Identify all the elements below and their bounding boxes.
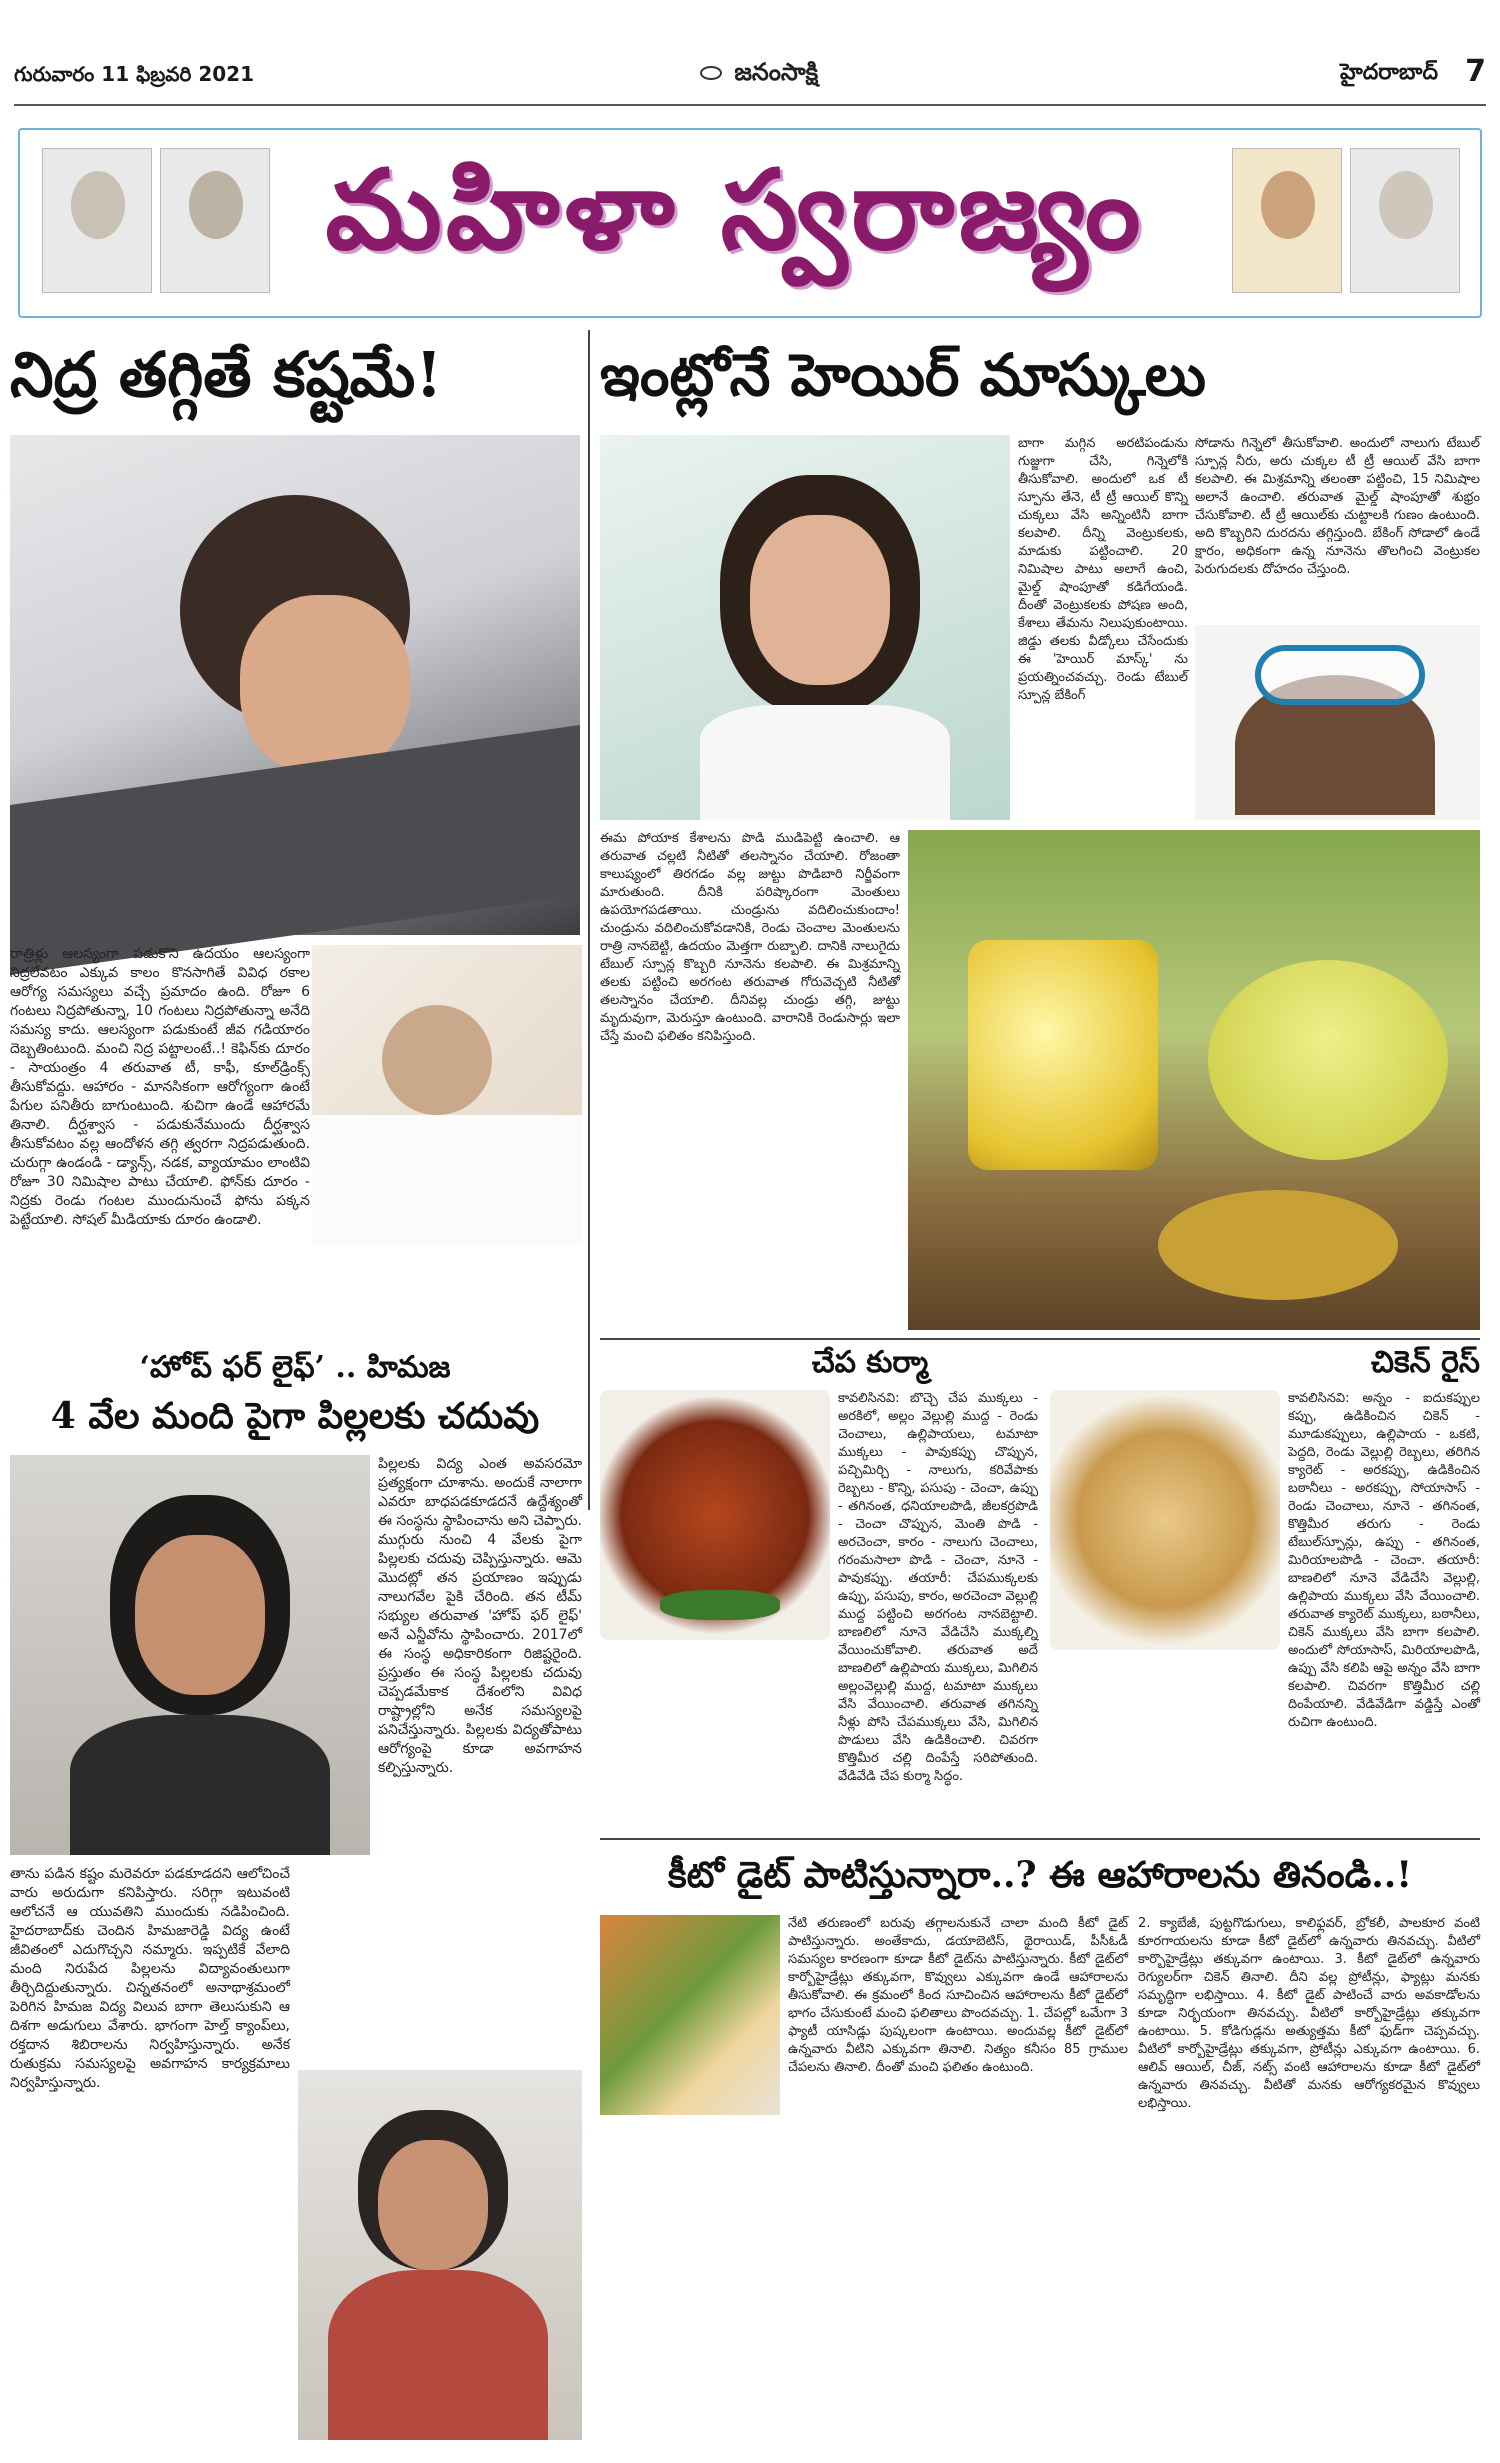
portrait-image: [1232, 148, 1342, 293]
article-body: పిల్లలకు విద్య ఎంత అవసరమో ప్రత్యక్షంగా చూశాను. అందుకే నాలాగా ఎవరూ బాధపడకూడదనే ఉద్దేశ్యంతో ఈ సంస్థను స్థాపించాను అని చెప్పారు. ముగ్గురు నుంచి 4 వేలకు పైగా పిల్లలకు చదువు చెప్పిస్తున్నారు. ఆమె మొదట్లో తన ప్రయాణం ఇప్పుడు నాలుగవేల పైకి చేరింది. తన టీమ్ సభ్యుల తరువాత 'హోప్ ఫర్ లైఫ్' అనే ఎన్జీవోను స్థాపించారు. 2017లో ఈ సంస్థ అధికారికంగా రిజిష్టరైంది. ప్రస్తుతం ఈ సంస్థ పిల్లలకు చదువు చెప్పడమేకాక దేశంలోని వివిధ రాష్ట్రాల్లోని అనేక సమస్యలపై పనిచేస్తున్నారు. పిల్లలకు విద్యతోపాటు ఆరోగ్యంపై కూడా అవగాహన కల్పిస్తున్నారు.: [378, 1456, 582, 1776]
article-headline: ఇంట్లోనే హెయిర్ మాస్కులు: [600, 341, 1207, 409]
fish-curry-photo: [600, 1390, 830, 1640]
keto-foods-photo: [600, 1915, 780, 2115]
comb-in-hair-photo: [1195, 625, 1480, 820]
woman-hair-photo: [600, 435, 1010, 820]
article-body: ఈమ పోయాక కేశాలను పొడి ముడిపెట్టి ఉంచాలి. ఆ తరువాత చల్లటి నీటితో తలస్నానం చేయాలి. రోజంతా కాలుష్యంలో తిరగడం వల్ల జుట్టు పొడిబారి నిర్జీవంగా మారుతుంది. దీనికి పరిష్కారంగా మెంతులు ఉపయోగపడతాయి. చుండ్రును వదిలించుకుందాం! చుండ్రును వదిలించుకోవడానికి, రెండు చెంచాల మెంతులను రాత్రి నానబెట్టి, ఉదయం మెత్తగా రుబ్బాలి. దానికి నాలుగైదు టేబుల్ స్పూన్ల కొబ్బరి నూనెను కలపాలి. ఈ మిశ్రమాన్ని తలకు పట్టించి అరగంట తరువాత గోరువెచ్చటి నీటితో తలస్నానం చేయాలి. దీనివల్ల చుండ్రు తగ్గి, జుట్టు మృదువుగా, మెరుస్తూ ఉంటుంది. వారానికి రెండుసార్లు ఇలా చేస్తే మంచి ఫలితం కనిపిస్తుంది.: [600, 831, 900, 1044]
page-header: [0, 0, 1500, 120]
column-divider: [588, 330, 590, 1510]
himaja-second-photo: [298, 2070, 582, 2440]
recipe-method: [600, 1665, 1480, 1830]
article-body: రాత్రిళ్లు ఆలస్యంగా పడుకొని ఉదయం ఆలస్యంగా నిద్రలేవటం ఎక్కువ కాలం కొనసాగితే వివిధ రకాల ఆరోగ్య సమస్యలు వచ్చే ప్రమాదం ఉంది. రోజూ 6 గంటలు నిద్రపోతున్నా, 10 గంటలు నిద్రపోతున్నా అనేది సమస్య కాదు. ఆలస్యంగా పడుకుంటే జీవ గడియారం దెబ్బతింటుంది. మంచి నిద్ర పట్టాలంటే..! కెఫిన్‌కు దూరం - సాయంత్రం 4 తరువాత టీ, కాఫీ, కూల్‌డ్రింక్స్ తీసుకోవద్దు. ఆహారం - మానసికంగా ఆరోగ్యంగా ఉంటే పేగుల పనితీరు బాగుంటుంది. శుచిగా ఉండే ఆహారమే తినాలి. దీర్ఘశ్వాస - పడుకునేముందు దీర్ఘశ్వాస తీసుకోవటం వల్ల ఆందోళన తగ్గి త్వరగా నిద్రపడుతుంది. చురుగ్గా ఉండండి - డ్యాన్స్, నడక, వ్యాయామం లాంటివి రోజూ 30 నిమిషాల పాటు చేయాలి. ఫోన్‌కు దూరం - నిద్రకు రెండు గంటల ముందునుంచే ఫోను పక్కన పెట్టేయాలి. సోషల్ మీడియాకు దూరం ఉండాలి.: [10, 946, 310, 1228]
logo-text: జనంసాక్షి: [734, 58, 819, 86]
recipe-ingredients: కావలిసినవి: అన్నం - ఐదుకప్పుల కప్పు, ఉడికించిన చికెన్ - మూడుకప్పులు, ఉల్లిపాయ - ఒకటి, పెద్దది, రెండు వెల్లుల్లి రెబ్బలు, తరిగిన క్యారెట్ - అరకప్పు, ఉడికించిన బఠానీలు - అరకప్పు, సోయాసాస్ - రెండు చెంచాలు, నూనె - తగినంత, కొత్తిమీర తరుగు - రెండు టేబుల్‌స్పూన్లు, ఉప్పు - తగినంత, మిరియాలపొడి - చెంచా. తయారీ: బాణలిలో నూనె వేడిచేసి వెల్లుల్లి, ఉల్లిపాయ ముక్కలు వేసి వేయించాలి. తరువాత క్యారెట్ ముక్కలు, బఠానీలు, చికెన్ ముక్కలు వేసి బాగా కలపాలి. అందులో సోయాసాస్, మిరియాలపొడి, ఉప్పు వేసి కలిపి ఆపై అన్నం వేసి బాగా కలపాలి. చివరగా కొత్తిమీర చల్లి దింపేయాలి. వేడివేడిగా వడ్డిస్తే ఎంతో రుచిగా ఉంటుంది.: [1288, 1391, 1480, 1730]
header-divider: [14, 104, 1486, 106]
page-number: 7: [1465, 54, 1486, 89]
section-banner: [18, 128, 1482, 318]
portrait-image: [160, 148, 270, 293]
woman-sleeping-on-laptop-photo: [10, 435, 580, 935]
recipe-ingredients: కావలిసినవి: బొచ్చె చేప ముక్కలు - అరకిలో, అల్లం వెల్లుల్లి ముద్ద - రెండు చెంచాలు, ఉల్లిపాయలు, టమాటా ముక్కలు - పావుకప్పు చొప్పున, పచ్చిమిర్చి - నాలుగు, కరివేపాకు రెబ్బలు - కొన్ని, పసుపు - చెంచా, ఉప్పు - తగినంత, ధనియాలపొడి, జీలకర్రపొడి - చెంచా చొప్పున, మెంతి పొడి - అరచెంచా, కారం - నాలుగు చెంచాలు, గరంమసాలా పొడి - చెంచా, నూనె - పావుకప్పు. తయారీ: చేపముక్కలకు ఉప్పు, పసుపు, కారం, అరచెంచా వెల్లుల్లి ముద్ద పట్టించి అరగంట నానబెట్టాలి. బాణలిలో నూనె వేడిచేసి ముక్కల్ని వేయించుకోవాలి. తరువాత అదే బాణలిలో ఉల్లిపాయ ముక్కలు, మిగిలిన అల్లంవెల్లుల్లి ముద్ద, టమాటా ముక్కలు వేసి వేయించాలి. తరువాత తగినన్ని నీళ్లు పోసి చేపముక్కలు వేసి, మిగిలిన పొడులు వేసి ఉడికించాలి. చివరగా కొత్తిమీర చల్లి దింపేస్తే సరిపోతుంది. వేడివేడి చేప కుర్మా సిద్ధం.: [838, 1391, 1038, 1784]
section-title: మహిళా స్వరాజ్యం: [325, 144, 1145, 274]
portrait-image: [1350, 148, 1460, 293]
section-divider: [600, 1838, 1480, 1840]
article-headline: 4 వేల మంది పైగా పిల్లలకు చదువు: [50, 1395, 540, 1437]
chicken-rice-photo: [1050, 1390, 1280, 1650]
article-body: తాను పడిన కష్టం మరెవరూ పడకూడదని ఆలోచించే వారు అరుదుగా కనిపిస్తారు. సరిగ్గా ఇటువంటి ఆలోచనే ఆ యువతిని ముందుకు నడిపించింది. హైదరాబాద్‌కు చెందిన హిమజారెడ్డి విద్య ఉంటే జీవితంలో ఎదుగొచ్చని నమ్మారు. ఇప్పటికే వేలాది మంది నిరుపేద పిల్లలను విద్యావంతులుగా తీర్చిదిద్దుతున్నారు. చిన్నతనంలో అనాథాశ్రమంలో పెరిగిన హిమజ విద్య విలువ బాగా తెలుసుకుని ఆ దిశగా అడుగులు వేశారు. భాగంగా హెల్త్ క్యాంప్‌లు, రక్తదాన శిబిరాలను నిర్వహిస్తున్నారు. అనేక రుతుక్రమ సమస్యలపై అవగాహన కార్యక్రమాలు నిర్వహిస్తున్నారు.: [10, 1866, 290, 2091]
article-headline: కీటో డైట్ పాటిస్తున్నారా..? ఈ ఆహారాలను తినండి..!: [667, 1854, 1413, 1896]
portrait-image: [42, 148, 152, 293]
article-kicker: ‘హోప్ ఫర్ లైఫ్’ .. హిమజ: [139, 1350, 451, 1385]
edition-place: హైదరాబాద్: [1340, 60, 1438, 85]
recipe-title: చికెన్ రైస్: [1371, 1345, 1480, 1380]
article-body: బాగా మగ్గిన అరటిపండును గుజ్జుగా చేసి, గిన్నెలోకి తీసుకోవాలి. అందులో ఒక టీ స్పూను తేనె, టీ ట్రీ ఆయిల్ కొన్ని చుక్కలు వేసి అన్నింటినీ బాగా కలపాలి. దీన్ని వెంట్రుకలకు, మాడుకు పట్టించాలి. 20 నిమిషాల పాటు అలాగే ఉంచి, మైల్డ్ షాంపూతో కడిగేయండి. దీంతో వెంట్రుకలకు పోషణ అంది, కేశాలు తేమను నిలుపుకుంటాయి. జిడ్డు తలకు వీడ్కోలు చేసేందుకు ఈ 'హెయిర్ మాస్క్' ను ప్రయత్నించవచ్చు. రెండు టేబుల్ స్పూన్ల బేకింగ్: [1018, 436, 1188, 703]
himaja-portrait-photo: [10, 1455, 370, 1855]
issue-date: గురువారం 11 ఫిబ్రవరి 2021: [14, 62, 255, 86]
recipe-title: చేప కుర్మా: [811, 1345, 929, 1380]
section-divider: [600, 1338, 1480, 1340]
article-headline: నిద్ర తగ్గితే కష్టమే!: [10, 338, 443, 411]
woman-in-bed-photo: [312, 945, 582, 1245]
article-body: 2. క్యాబేజీ, పుట్టగొడుగులు, కాలిఫ్లవర్, బ్రోకలీ, పాలకూర వంటి కూరగాయలను కూడా కీటో డైట్‌లో ఉన్నవారు తినవచ్చు. వీటిలో కార్బొహైడ్రేట్లు తక్కువగా ఉంటాయి. 3. కీటో డైట్‌లో ఉన్నవారు రెగ్యులర్‌గా చికెన్ తినాలి. దీని వల్ల ప్రోటీన్లు, ఫ్యాట్లు మనకు సమృద్ధిగా లభిస్తాయి. 4. కీటో డైట్ పాటించే వారు అవకాడోలను కూడా నిర్భయంగా తినవచ్చు. వీటిలో కార్బోహైడ్రేట్లు తక్కువగా ఉంటాయి. 5. కోడిగుడ్లను అత్యుత్తమ కీటో ఫుడ్‌గా చెప్పవచ్చు. వీటిలో కార్బోహైడ్రేట్లు తక్కువగా, ప్రోటీన్లు ఎక్కువగా ఉంటాయి. 6. ఆలివ్ ఆయిల్, చీజ్, నట్స్ వంటి ఆహారాలను కూడా కీటో డైట్‌లో ఉన్నవారు తినవచ్చు. వీటితో మనకు ఆరోగ్యకరమైన కొవ్వులు లభిస్తాయి.: [1138, 1916, 1480, 2111]
article-body: నేటి తరుణంలో బరువు తగ్గాలనుకునే చాలా మంది కీటో డైట్ పాటిస్తున్నారు. అంతేకాదు, డయాబెటిస్, థైరాయిడ్, పీసీఓడీ సమస్యల కారణంగా కూడా కీటో డైట్‌ను పాటిస్తున్నారు. కీటో డైట్‌లో కార్బోహైడ్రేట్లు తక్కువగా, కొవ్వులు ఎక్కువగా ఉండే ఆహారాలను తీసుకోవాలి. ఈ క్రమంలో కింద సూచించిన ఆహారాలను కీటో డైట్‌లో భాగం చేసుకుంటే మంచి ఫలితాలు పొందవచ్చు. 1. చేపల్లో ఒమేగా 3 ఫ్యాటీ యాసిడ్లు పుష్కలంగా ఉంటాయి. అందువల్ల కీటో డైట్‌లో ఉన్నవారు వీటిని ఎక్కువగా తినాలి. నిత్యం కనీసం 85 గ్రాముల చేపలను తినాలి. దీంతో మంచి ఫలితం ఉంటుంది.: [788, 1916, 1128, 2075]
fenugreek-oil-photo: [908, 830, 1480, 1330]
logo-eye-icon: [700, 66, 722, 80]
article-body: సోడాను గిన్నెలో తీసుకోవాలి. అందులో నాలుగు టేబుల్ స్పూన్ల నీరు, అరు చుక్కల టీ ట్రీ ఆయిల్ వేసి బాగా కలపాలి. ఈ మిశ్రమాన్ని తలంతా పట్టించి, 15 నిమిషాల అలానే ఉంచాలి. తరువాత మైల్డ్ షాంపూతో శుభ్రం చేసుకోవాలి. టీ ట్రీ ఆయిల్‌కు చుట్టాలకి గుణం ఉంటుంది. అది కొబ్బరిని దురదను తగ్గిస్తుంది. బేకింగ్ సోడాలో ఉండే క్షారం, అధికంగా ఉన్న నూనెను తొలగించి వెంట్రుకల పెరుగుదలకు దోహదం చేస్తుంది.: [1195, 436, 1480, 577]
newspaper-logo: [700, 58, 818, 92]
